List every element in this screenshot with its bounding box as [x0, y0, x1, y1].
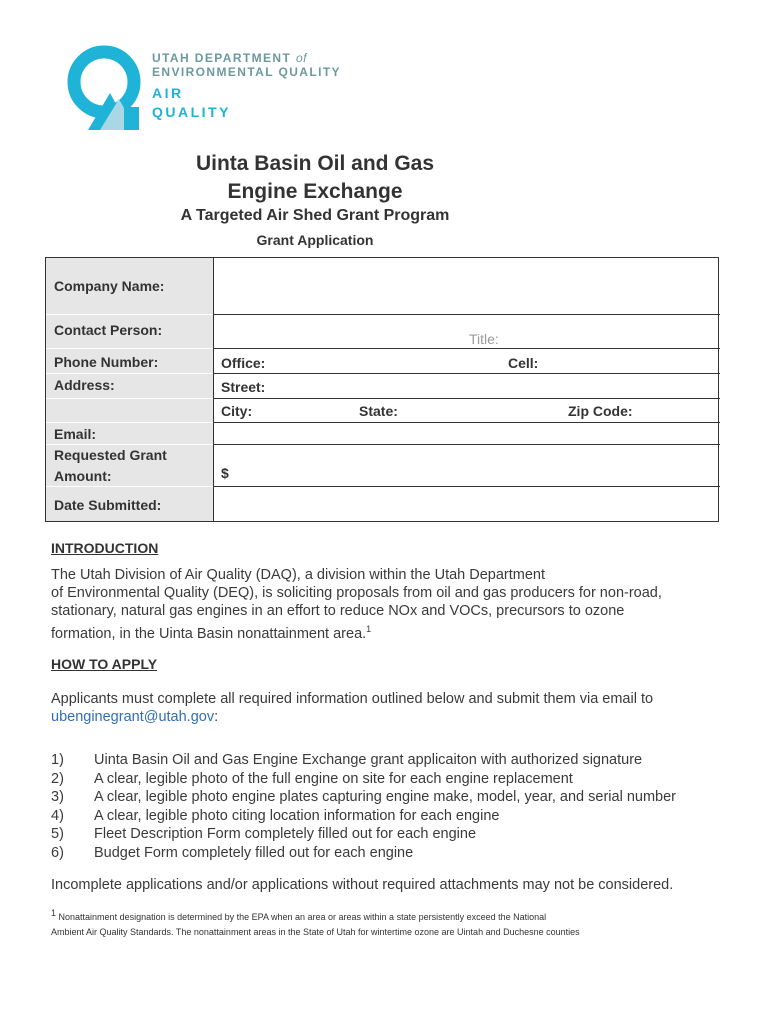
intro-line: The Utah Division of Air Quality (DAQ), a division within the Utah Department: [51, 567, 546, 583]
document-subtitle: A Targeted Air Shed Grant Program: [180, 207, 450, 224]
divider: [46, 422, 213, 423]
dollar-sign: $: [221, 465, 229, 481]
divider: [213, 444, 720, 445]
footnote-line2: Ambient Air Quality Standards. The nonattainment areas in the State of Utah for wintertime ozone are Uintah and Duchesne counties: [51, 927, 580, 937]
contact-person-label: Contact Person:: [54, 322, 163, 338]
divider: [213, 398, 720, 399]
divider: [46, 444, 213, 445]
air-quality-logo-icon: [64, 35, 154, 135]
divider: [213, 422, 720, 423]
logo-text: [152, 51, 341, 122]
divider: [46, 398, 213, 399]
intro-line: formation, in the Uinta Basin nonattainment area.: [51, 625, 367, 642]
list-text: Budget Form completely filled out for each engine: [94, 844, 414, 861]
logo-line1-of: of: [295, 51, 307, 65]
document-title: [0, 150, 630, 206]
email-label: Email:: [54, 426, 97, 442]
how-to-apply-heading: HOW TO APPLY: [51, 656, 158, 672]
divider: [213, 348, 720, 349]
state-label: State:: [359, 403, 398, 419]
list-text: Fleet Description Form completely filled out for each engine: [94, 826, 477, 843]
introduction-paragraph: [51, 566, 731, 643]
divider: [213, 373, 720, 374]
divider: [46, 373, 213, 374]
office-label: Office:: [221, 355, 266, 371]
document-subsubtitle: Grant Application: [256, 232, 374, 248]
title-line2: Engine Exchange: [227, 180, 403, 203]
divider: [46, 348, 213, 349]
date-submitted-label: Date Submitted:: [54, 497, 162, 513]
list-number: 4): [51, 807, 64, 824]
list-number: 5): [51, 826, 64, 843]
footnote-number: 1: [51, 908, 57, 918]
street-label: Street:: [221, 379, 266, 395]
company-name-label: Company Name:: [54, 278, 165, 294]
cell-label: Cell:: [508, 355, 539, 371]
how-to-apply-paragraph: [51, 690, 731, 726]
divider: [213, 486, 720, 487]
apply-line: Applicants must complete all required information outlined below and submit them via email to: [51, 691, 654, 707]
phone-number-label: Phone Number:: [54, 354, 159, 370]
title-label: Title:: [469, 331, 499, 347]
intro-line: stationary, natural gas engines in an effort to reduce NOx and VOCs, precursors to ozone: [51, 603, 625, 619]
list-number: 6): [51, 844, 64, 861]
list-number: 1): [51, 752, 64, 768]
logo-line1: UTAH DEPARTMENT: [152, 51, 292, 65]
grant-application-form: [45, 257, 719, 522]
divider: [213, 314, 720, 315]
zip-code-label: Zip Code:: [568, 403, 633, 419]
footnote-ref[interactable]: 1: [366, 624, 372, 634]
requested-grant-label-2: Amount:: [54, 468, 112, 484]
list-text: Uinta Basin Oil and Gas Engine Exchange grant applicaiton with authorized signature: [94, 752, 643, 768]
requested-grant-label-1: Requested Grant: [54, 447, 167, 463]
list-number: 3): [51, 789, 64, 806]
title-line1: Uinta Basin Oil and Gas: [195, 152, 435, 175]
logo-line3: AIR: [152, 85, 184, 101]
logo-line2: ENVIRONMENTAL QUALITY: [152, 65, 341, 79]
city-label: City:: [221, 403, 253, 419]
intro-line: of Environmental Quality (DEQ), is soliciting proposals from oil and gas producers for non-road,: [51, 585, 662, 601]
incomplete-note: Incomplete applications and/or applications without required attachments may not be considered.: [51, 877, 674, 893]
introduction-heading: INTRODUCTION: [51, 540, 159, 556]
email-link[interactable]: ubenginegrant@utah.gov: [51, 709, 215, 725]
list-text: A clear, legible photo of the full engine on site for each engine replacement: [94, 770, 573, 787]
address-label: Address:: [54, 377, 115, 393]
footnote: [51, 906, 580, 940]
divider: [46, 314, 213, 315]
logo-line4: QUALITY: [152, 104, 231, 120]
list-text: A clear, legible photo citing location information for each engine: [94, 807, 500, 824]
divider: [46, 486, 213, 487]
list-number: 2): [51, 770, 64, 787]
apply-colon: :: [214, 709, 219, 725]
list-text: A clear, legible photo engine plates capturing engine make, model, year, and serial number: [94, 789, 676, 806]
footnote-line1: Nonattainment designation is determined by the EPA when an area or areas within a state persistently exceed the National: [58, 912, 547, 922]
